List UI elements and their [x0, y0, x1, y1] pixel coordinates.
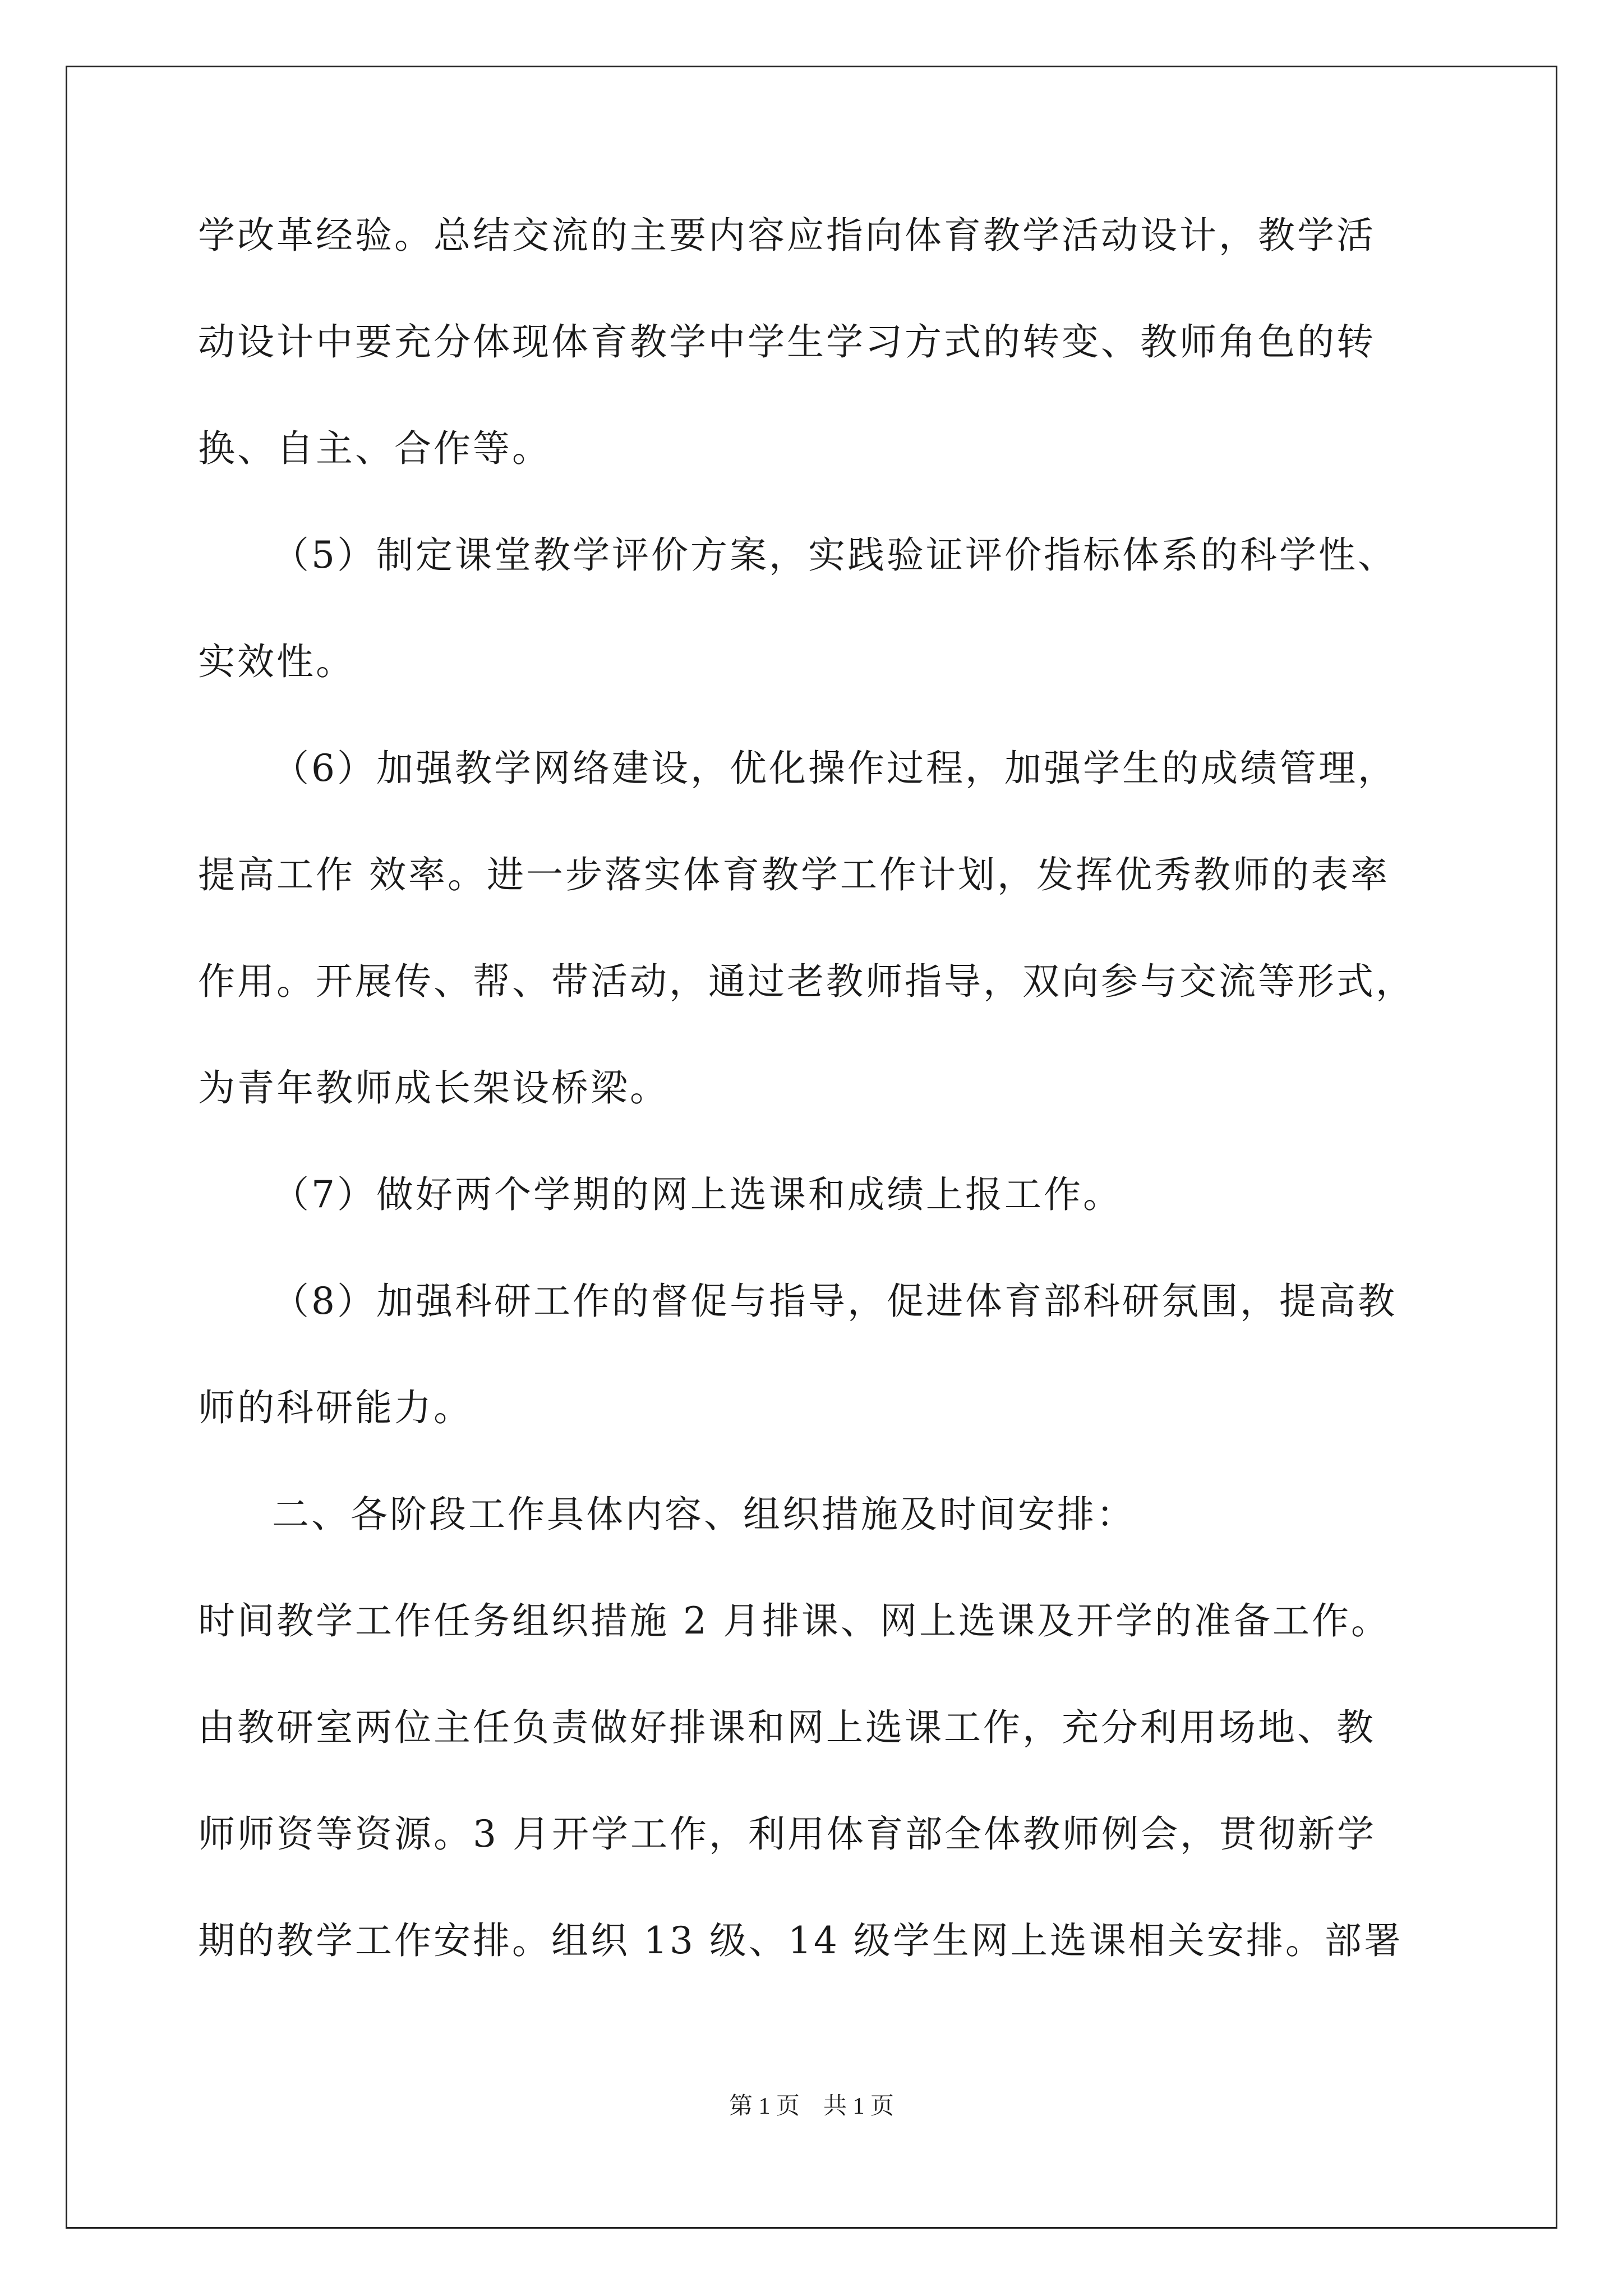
page-number: 第 1 页 共 1 页: [728, 2093, 894, 2119]
text-line: 实效性。: [198, 640, 355, 683]
text-line: 师师资等资源。3 月开学工作，利用体育部全体教师例会，贯彻新学: [198, 1812, 1376, 1856]
text-line: 时间教学工作任务组织措施 2 月排课、网上选课及开学的准备工作。: [198, 1599, 1390, 1642]
text-line: 提高工作 效率。进一步落实体育教学工作计划，发挥优秀教师的表率: [198, 853, 1390, 896]
text-line: 换、自主、合作等。: [198, 427, 551, 470]
text-line: （8）加强科研工作的督促与指导，促进体育部科研氛围，提高教: [272, 1280, 1397, 1323]
text-line: 由教研室两位主任负责做好排课和网上选课工作，充分利用场地、教: [198, 1706, 1376, 1749]
text-line: 师的科研能力。: [198, 1386, 473, 1429]
text-line: （5）制定课堂教学评价方案，实践验证评价指标体系的科学性、: [272, 533, 1397, 577]
section-heading: 二、各阶段工作具体内容、组织措施及时间安排：: [272, 1493, 1136, 1536]
text-line: 学改革经验。总结交流的主要内容应指向体育教学活动设计，教学活: [198, 214, 1376, 257]
text-line: 作用。开展传、帮、带活动，通过老教师指导，双向参与交流等形式，: [198, 960, 1415, 1003]
text-line: 动设计中要充分体现体育教学中学生学习方式的转变、教师角色的转: [198, 320, 1376, 364]
page-border: [66, 66, 1557, 2229]
text-line: 为青年教师成长架设桥梁。: [198, 1066, 669, 1110]
text-line: 期的教学工作安排。组织 13 级、14 级学生网上选课相关安排。部署: [198, 1919, 1403, 1962]
text-line: （7）做好两个学期的网上选课和成绩上报工作。: [272, 1173, 1122, 1216]
text-line: （6）加强教学网络建设，优化操作过程，加强学生的成绩管理，: [272, 747, 1397, 790]
